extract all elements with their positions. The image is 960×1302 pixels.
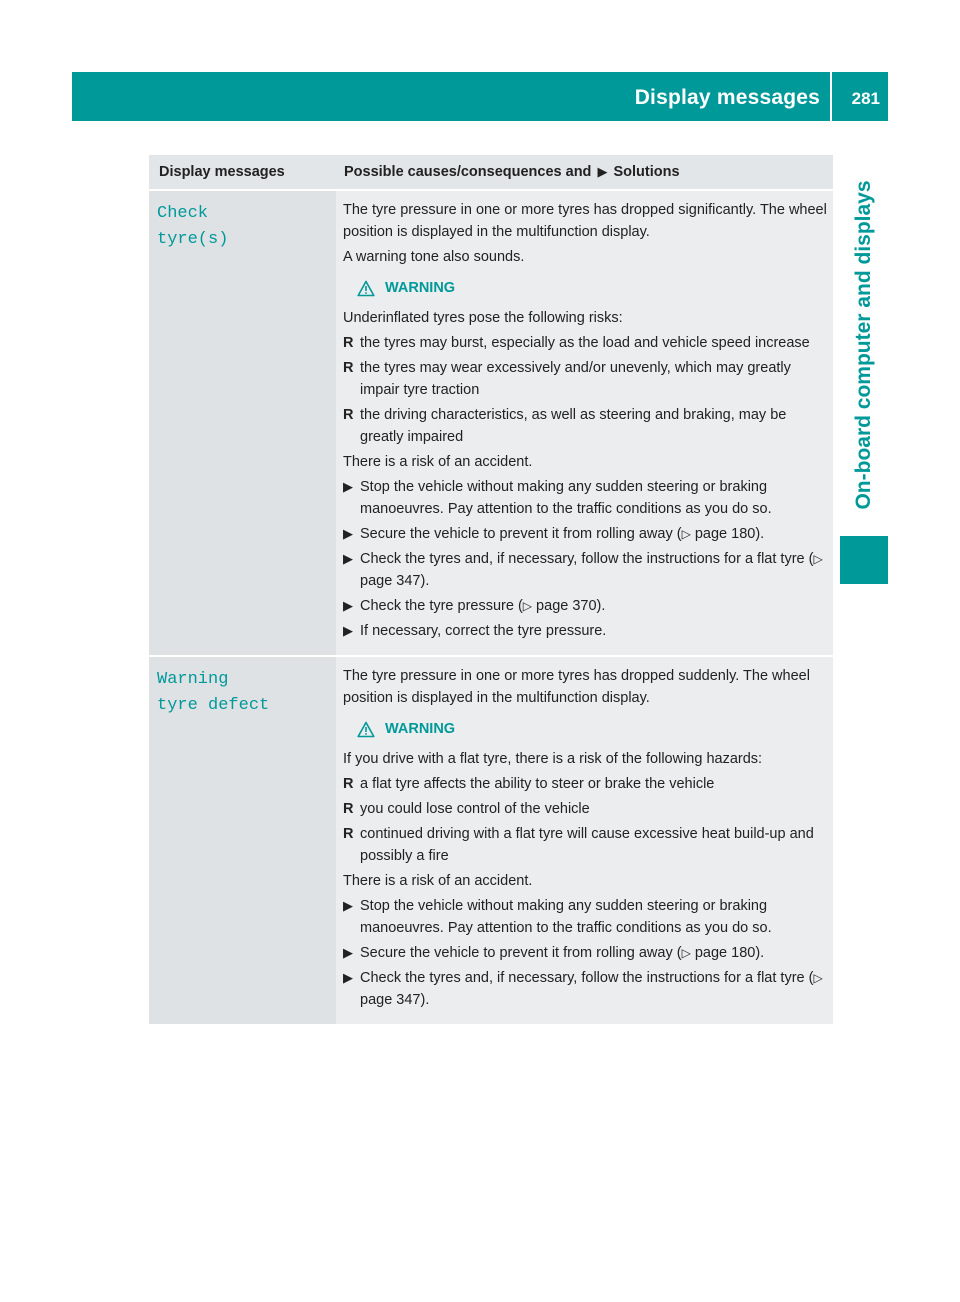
page-reference[interactable]: page 347 — [360, 573, 421, 589]
play-arrow-icon: ▶ — [597, 164, 608, 179]
page-reference-triangle-icon: ▷ — [813, 552, 823, 566]
instruction-step — [343, 595, 827, 617]
side-section-tab — [840, 121, 888, 569]
display-message-cell — [149, 190, 336, 656]
bullet-mark: R — [343, 801, 354, 817]
play-arrow-icon: ▶ — [343, 598, 353, 613]
page-reference[interactable]: page 180 — [690, 945, 756, 961]
intro-text: The tyre pressure in one or more tyres has dropped suddenly. The wheel position is displayed in the multifunction display. — [343, 668, 810, 706]
display-message-cell — [149, 656, 336, 1024]
instruction-text — [360, 476, 827, 520]
page-reference[interactable]: page 370 — [532, 598, 597, 614]
column-header-solutions — [336, 155, 833, 190]
play-arrow-icon: ▶ — [343, 479, 353, 494]
instruction-text — [360, 620, 827, 642]
risk-intro: Underinflated tyres pose the following risks: — [343, 310, 623, 326]
instruction-text-post: ). — [755, 526, 765, 542]
warning-label: WARNING — [385, 721, 456, 737]
play-arrow-icon: ▶ — [343, 945, 353, 960]
list-item — [343, 798, 827, 820]
intro-text: The tyre pressure in one or more tyres has dropped significantly. The wheel position is displayed in the multifunction display. — [343, 202, 827, 240]
display-message-line: Check — [157, 204, 209, 223]
display-message-line: tyre defect — [157, 696, 270, 715]
side-tab-marker — [840, 536, 888, 584]
warning-triangle-icon — [357, 280, 375, 297]
bullet-mark: R — [343, 335, 354, 351]
instruction-text-pre: If necessary, correct the tyre pressure. — [360, 623, 607, 639]
list-item-text: a flat tyre affects the ability to steer or brake the vehicle — [360, 776, 715, 792]
warning-heading — [357, 277, 827, 299]
warning-label: WARNING — [385, 280, 456, 296]
list-item — [343, 332, 827, 354]
instruction-text — [360, 942, 827, 964]
list-item-text: the tyres may burst, especially as the load and vehicle speed increase — [360, 335, 810, 351]
list-item-text: the tyres may wear excessively and/or unevenly, which may greatly impair tyre traction — [360, 360, 791, 398]
page-header-bar — [72, 72, 888, 121]
page-reference[interactable]: page 180 — [690, 526, 756, 542]
instruction-text — [360, 595, 827, 617]
instruction-text-pre: Check the tyres and, if necessary, follow the instructions for a flat tyre ( — [360, 970, 814, 986]
instruction-text-pre: Check the tyres and, if necessary, follow the instructions for a flat tyre ( — [360, 551, 814, 567]
display-message-line: Warning — [157, 670, 229, 689]
display-messages-table — [149, 155, 833, 1024]
risk-outro: There is a risk of an accident. — [343, 454, 533, 470]
instruction-step — [343, 895, 827, 939]
page-reference-triangle-icon: ▷ — [813, 971, 823, 985]
list-item-text: the driving characteristics, as well as steering and braking, may be greatly impaired — [360, 407, 787, 445]
instruction-text-pre: Secure the vehicle to prevent it from rolling away ( — [360, 526, 682, 542]
play-arrow-icon: ▶ — [343, 623, 353, 638]
list-item — [343, 773, 827, 795]
risk-outro: There is a risk of an accident. — [343, 873, 533, 889]
side-tab-label: On-board computer and displays — [852, 180, 875, 510]
table-row — [149, 190, 833, 656]
instruction-step — [343, 523, 827, 545]
instruction-text-post: ). — [596, 598, 606, 614]
column-header-solutions-post: Solutions — [613, 164, 680, 180]
column-header-solutions-pre: Possible causes/consequences and — [344, 164, 592, 180]
instruction-step — [343, 620, 827, 642]
table-header-row — [149, 155, 833, 190]
play-arrow-icon: ▶ — [343, 970, 353, 985]
page-reference-triangle-icon: ▷ — [681, 946, 691, 960]
page-number: 281 — [851, 89, 880, 108]
page-reference[interactable]: page 347 — [360, 992, 421, 1008]
table-row — [149, 656, 833, 1024]
warning-heading — [357, 718, 827, 740]
solutions-cell — [336, 190, 833, 656]
list-item — [343, 404, 827, 448]
intro-text: A warning tone also sounds. — [343, 249, 525, 265]
instruction-text — [360, 895, 827, 939]
instruction-step — [343, 967, 827, 1011]
instruction-text-pre: Check the tyre pressure ( — [360, 598, 523, 614]
instruction-text-pre: Stop the vehicle without making any sudden steering or braking manoeuvres. Pay attention to the traffic conditions as you do so. — [360, 479, 772, 517]
display-message-line: tyre(s) — [157, 230, 229, 249]
warning-triangle-icon — [357, 721, 375, 738]
page-reference-triangle-icon: ▷ — [522, 599, 533, 613]
list-item — [343, 357, 827, 401]
list-item — [343, 823, 827, 867]
instruction-step — [343, 548, 827, 592]
bullet-mark: R — [343, 776, 354, 792]
solutions-cell — [336, 656, 833, 1024]
instruction-text — [360, 967, 827, 1011]
instruction-text-post: ). — [755, 945, 765, 961]
instruction-step — [343, 476, 827, 520]
risk-intro: If you drive with a flat tyre, there is a risk of the following hazards: — [343, 751, 763, 767]
instruction-text-pre: Stop the vehicle without making any sudden steering or braking manoeuvres. Pay attention to the traffic conditions as you do so. — [360, 898, 772, 936]
bullet-mark: R — [343, 826, 354, 842]
column-header-messages: Display messages — [149, 155, 336, 190]
page-title: Display messages — [634, 86, 820, 109]
page-reference-triangle-icon: ▷ — [681, 527, 691, 541]
instruction-text-post: ). — [420, 573, 430, 589]
play-arrow-icon: ▶ — [343, 526, 353, 541]
instruction-text-pre: Secure the vehicle to prevent it from rolling away ( — [360, 945, 682, 961]
instruction-step — [343, 942, 827, 964]
instruction-text — [360, 523, 827, 545]
header-divider — [830, 72, 832, 121]
instruction-text-post: ). — [420, 992, 430, 1008]
instruction-text — [360, 548, 827, 592]
bullet-mark: R — [343, 407, 354, 423]
play-arrow-icon: ▶ — [343, 551, 353, 566]
list-item-text: you could lose control of the vehicle — [360, 801, 590, 817]
list-item-text: continued driving with a flat tyre will cause excessive heat build-up and possibly a fire — [360, 826, 814, 864]
play-arrow-icon: ▶ — [343, 898, 353, 913]
bullet-mark: R — [343, 360, 354, 376]
